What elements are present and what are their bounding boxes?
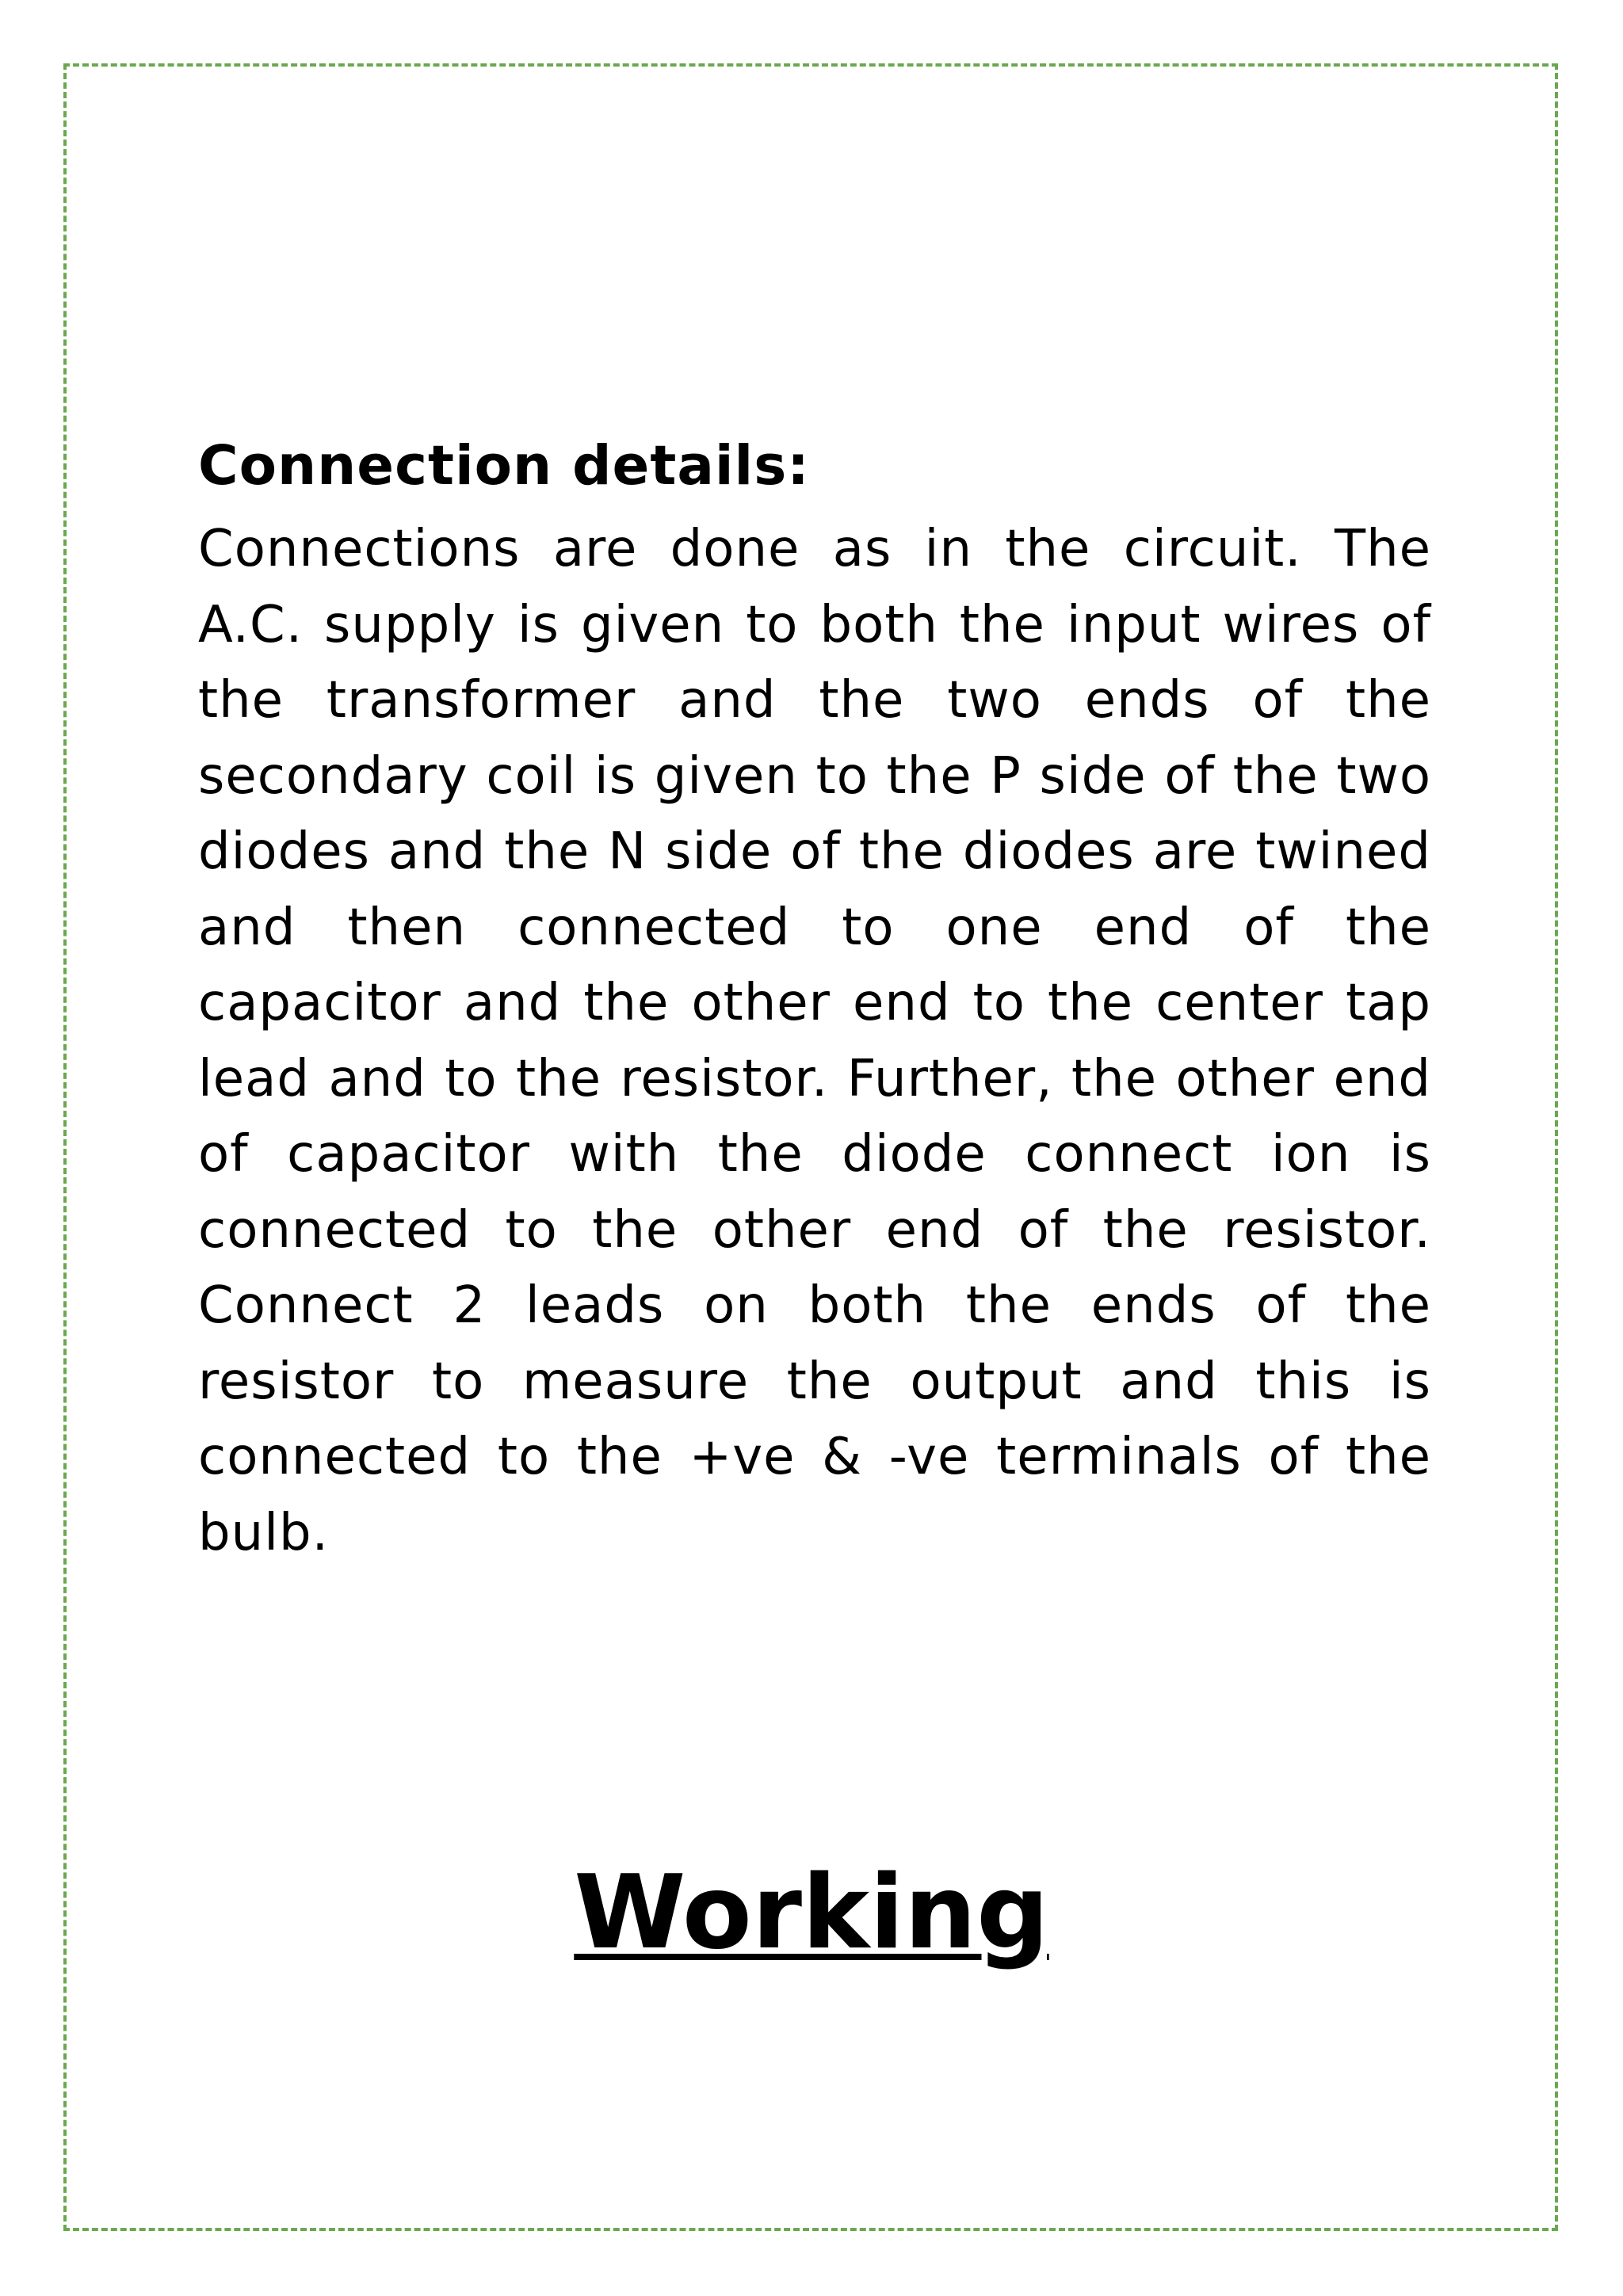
connection-details-paragraph: Connections are done as in the circuit. The A.C. supply is given to both the input wires of the transformer and the two ends of the secondary coil is given to the P side of the two diodes and the N side of the diodes are twined and then connected to one end of the capacitor and the other end to the center tap lead and to the resistor. Further, the other end of capacitor with the diode connect ion is connected to the other end of the resistor. Connect 2 leads on both the ends of the resistor to measure the output and this is connected to the +ve & -ve terminals of the bulb.: [198, 520, 1431, 1562]
connection-details-heading: Connection details:: [198, 434, 810, 498]
document-content: [198, 428, 1431, 1571]
working-title: Working: [574, 1854, 1049, 1972]
